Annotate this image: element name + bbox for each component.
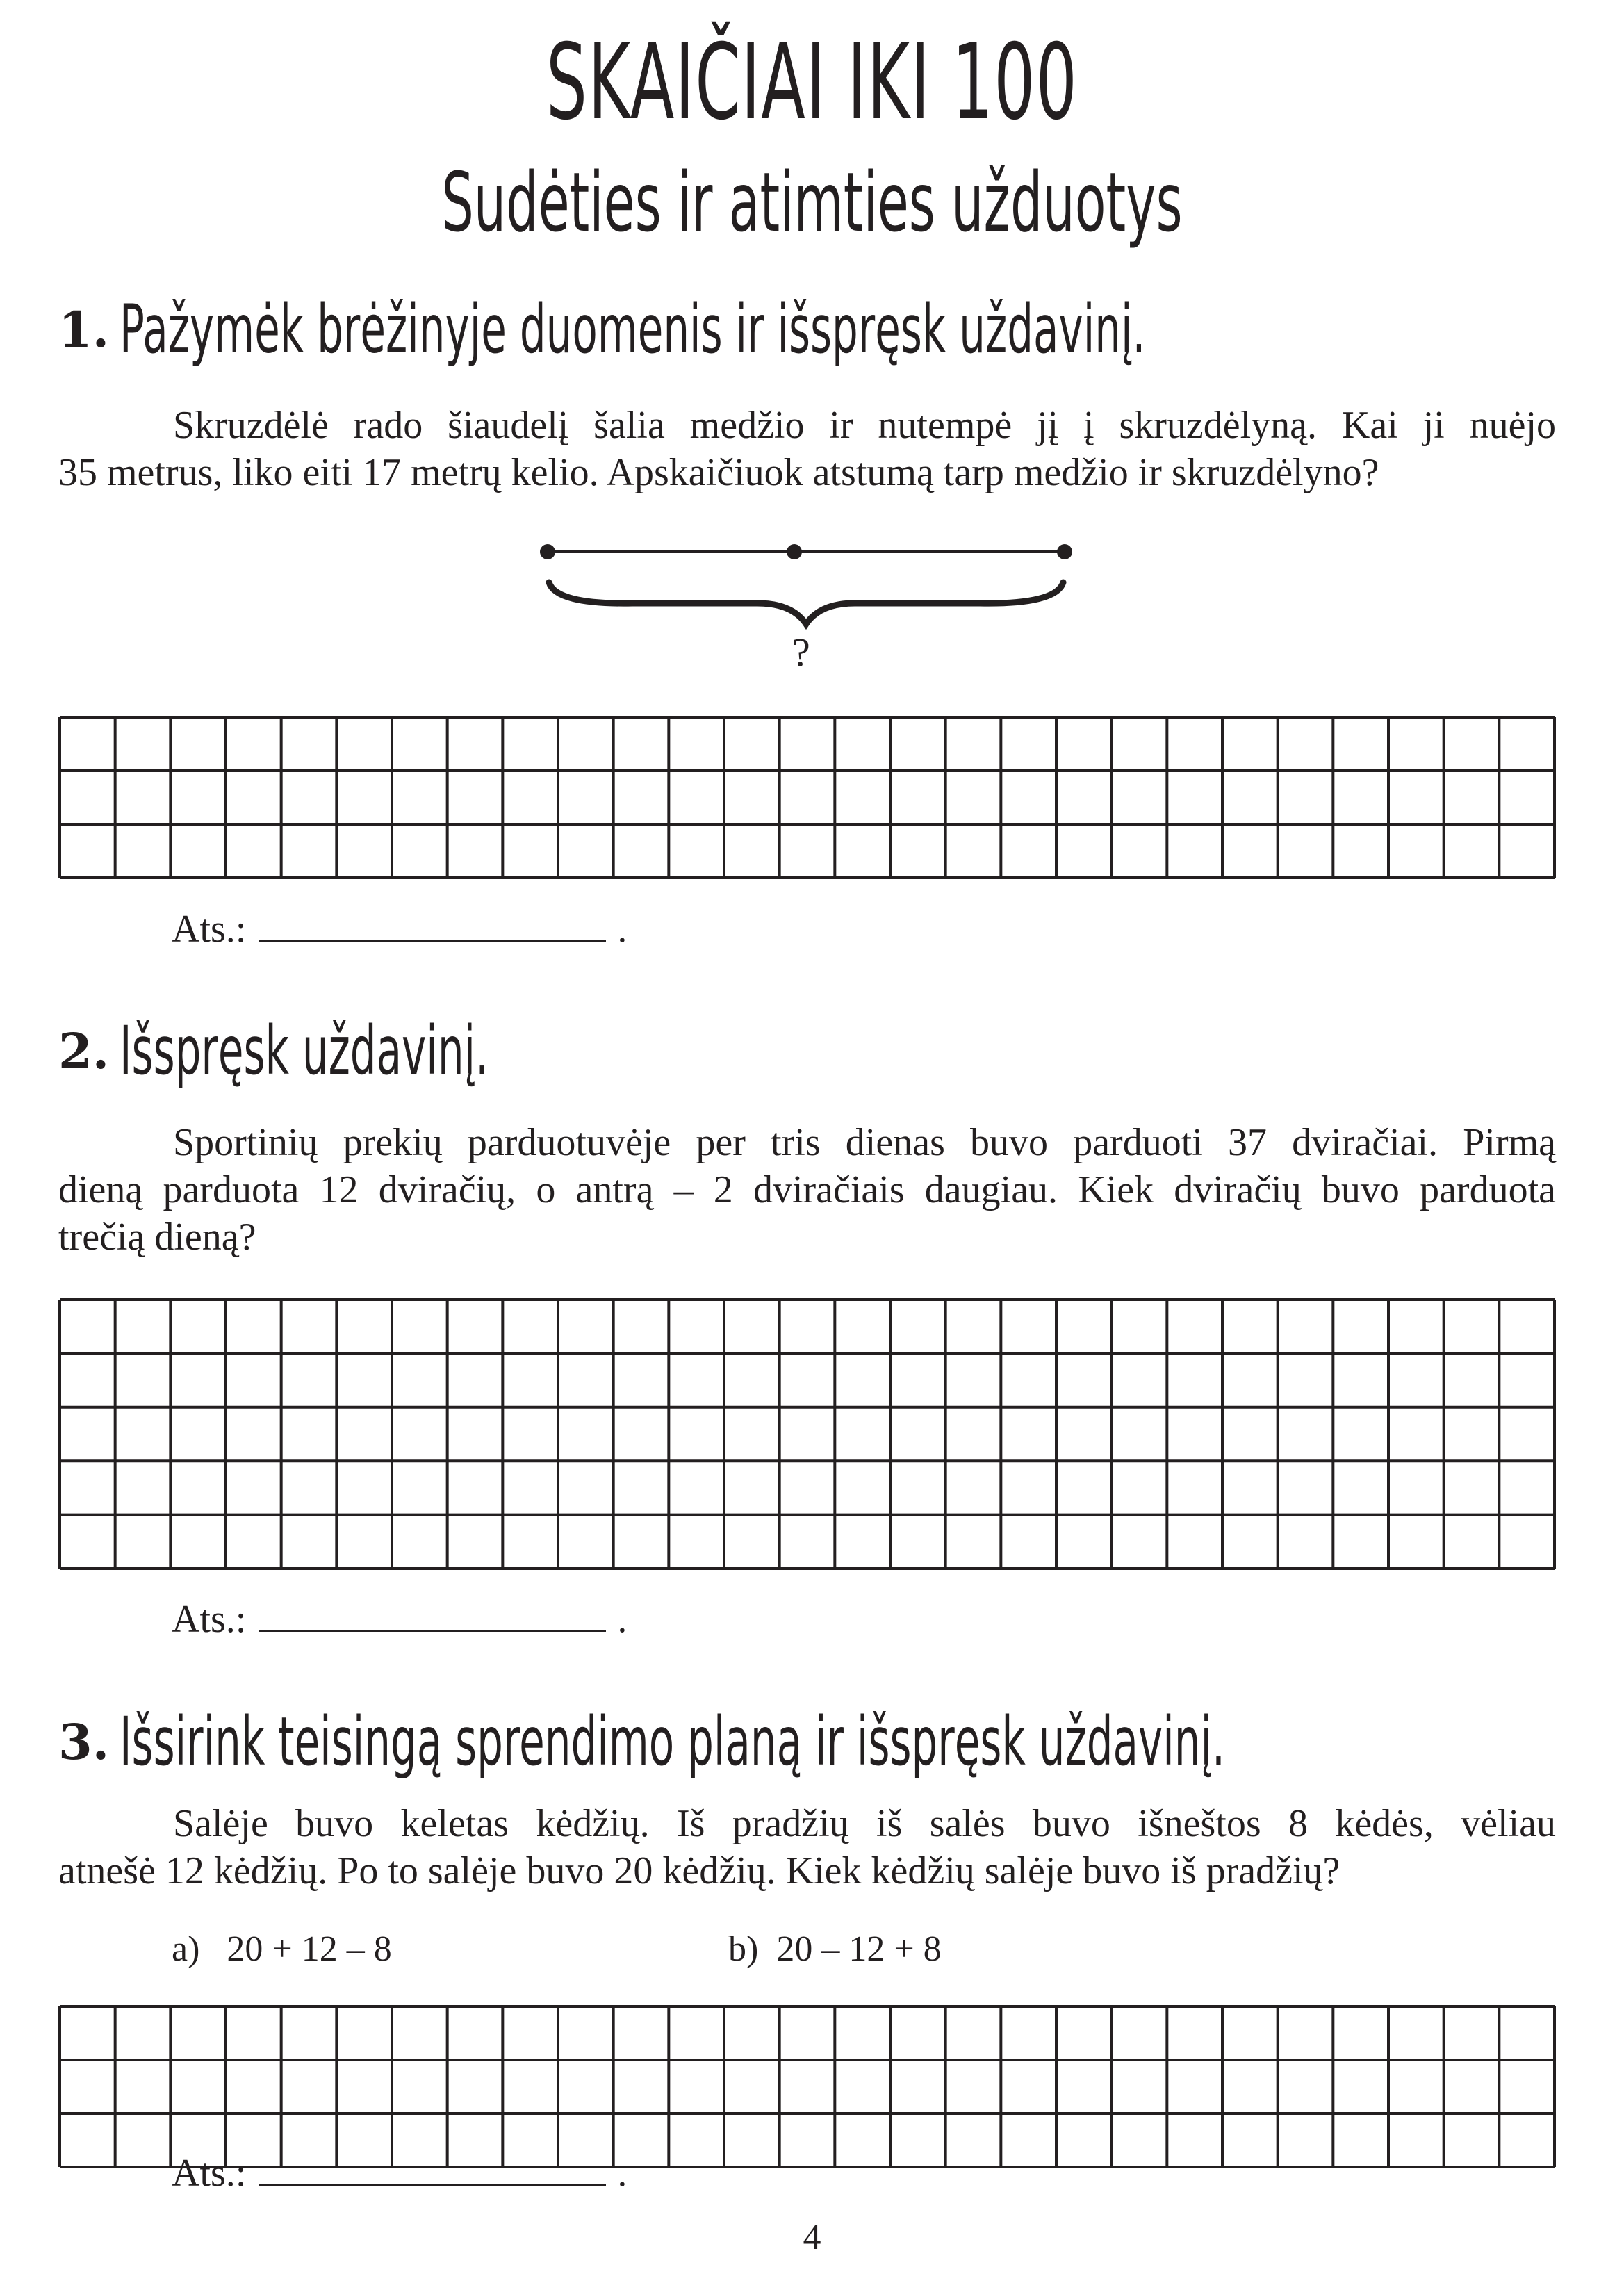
answer-label: Ats.: [172, 908, 247, 951]
task-1-number: 1. [58, 301, 110, 359]
task-2-text-line-2: dieną parduota 12 dviračių, o antrą – 2 dviračiais daugiau. Kiek dviračių buvo parduota [58, 1168, 1556, 1211]
answer-label: Ats.: [172, 1598, 247, 1641]
task-1-text-line-1: Skruzdėlė rado šiaudelį šalia medžio ir nutempė jį į skruzdėlyną. Kai ji nuėjo [173, 404, 1556, 447]
task-2-title: Išspręsk uždavinį. [120, 1012, 489, 1090]
answer-grid-1[interactable] [58, 716, 1556, 879]
answer-period: . [617, 908, 628, 951]
answer-line[interactable] [259, 1595, 606, 1632]
task-2-text-line-3: trečią dieną? [58, 1216, 256, 1259]
task-1-text [58, 402, 1556, 496]
option-b-letter: b) [728, 1929, 759, 1969]
task-2-answer [172, 1595, 627, 1642]
page-title: SKAIČIAI IKI 100 [546, 22, 1078, 143]
option-b-expression: 20 – 12 + 8 [776, 1929, 942, 1969]
task-2-text [58, 1119, 1556, 1261]
answer-grid-3[interactable] [58, 2005, 1556, 2168]
answer-line[interactable] [259, 2149, 606, 2186]
answer-label: Ats.: [172, 2152, 247, 2195]
segment-point-end [1057, 544, 1072, 559]
diagram-question-mark: ? [792, 630, 810, 675]
task-2-number: 2. [58, 1022, 110, 1080]
option-b[interactable] [728, 1929, 942, 1970]
task-3-text-line-2: atnešė 12 kėdžių. Po to salėje buvo 20 kėdžių. Kiek kėdžių salėje buvo iš pradžių? [58, 1849, 1340, 1892]
segment-point-start [540, 544, 555, 559]
grid-lines [58, 716, 1556, 879]
grid-lines [58, 1298, 1556, 1570]
option-a-expression: 20 + 12 – 8 [227, 1929, 392, 1969]
answer-period: . [617, 2152, 628, 2195]
page-subtitle: Sudėties ir atimties užduotys [441, 154, 1183, 250]
task-1-text-line-2: 35 metrus, liko eiti 17 metrų kelio. Apskaičiuok atstumą tarp medžio ir skruzdėlyno? [58, 451, 1379, 494]
task-3-text [58, 1800, 1556, 1895]
answer-grid-2[interactable] [58, 1298, 1556, 1570]
task-1-title: Pažymėk brėžinyje duomenis ir išspręsk uždavinį. [120, 291, 1146, 368]
task-3-number: 3. [58, 1713, 110, 1771]
brace-shape [549, 582, 1063, 624]
answer-line[interactable] [259, 905, 606, 942]
grid-lines [58, 2005, 1556, 2168]
segment-point-middle [787, 544, 802, 559]
page-number: 4 [803, 2218, 821, 2257]
task-1-answer [172, 905, 627, 951]
task-3-title: Išsirink teisingą sprendimo planą ir išspręsk uždavinį. [120, 1703, 1225, 1781]
task-3-answer [172, 2149, 627, 2195]
task-3-text-line-1: Salėje buvo keletas kėdžių. Iš pradžių iš salės buvo išneštos 8 kėdės, vėliau [173, 1802, 1556, 1845]
option-a-letter: a) [172, 1929, 200, 1969]
option-a[interactable] [172, 1929, 392, 1970]
task-2-text-line-1: Sportinių prekių parduotuvėje per tris dienas buvo parduoti 37 dviračiai. Pirmą [173, 1121, 1556, 1164]
answer-period: . [617, 1598, 628, 1641]
